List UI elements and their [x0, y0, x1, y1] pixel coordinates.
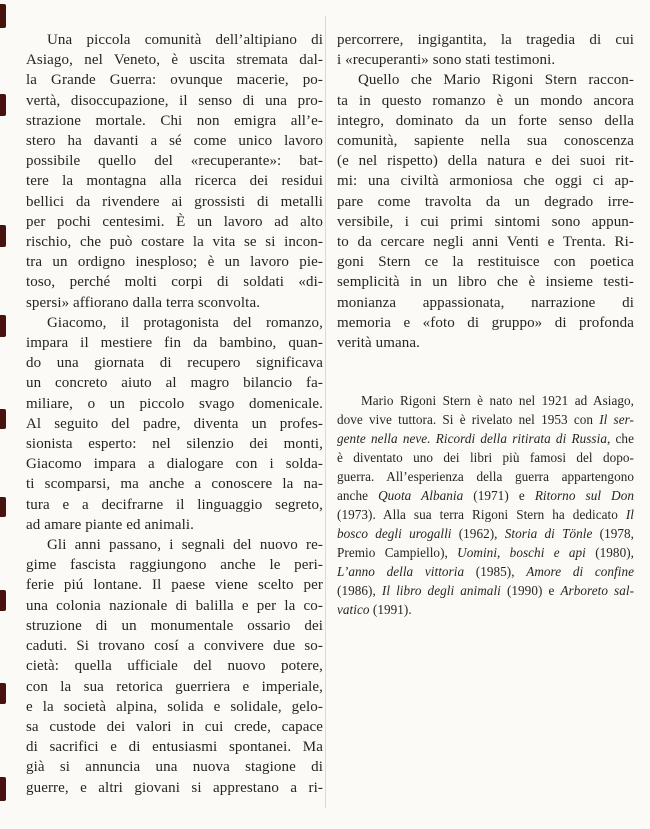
- text-line: (1986), Il libro degli animali (1990) e Arboreto sal-: [337, 582, 635, 598]
- text-line: per pochi centesimi. È un lavoro ad alto: [26, 213, 323, 230]
- text-line: una colonia nazionale di balilla e per la co-: [26, 597, 323, 614]
- text-line: impara il mestiere fin da bambino, quan-: [26, 335, 323, 352]
- text-line: possibile quello del «recuperante»: bat-: [26, 153, 323, 170]
- text-line: pare come travolta da un degrado irre-: [337, 193, 634, 210]
- text-line: ferie piú lontane. Il paese viene scelto per: [26, 577, 323, 594]
- text-line: monianza appassionata, narrazione di: [337, 294, 634, 311]
- text-line: mi: una civiltà armoniosa che oggi ci ap-: [337, 173, 634, 190]
- text-line: spersi» affiorano dalla terra sconvolta.: [26, 294, 261, 311]
- text-line: toso, perché molti corpi di soldati «di-: [26, 274, 323, 291]
- text-line: la Grande Guerra: ovunque macerie, po-: [26, 72, 323, 89]
- text-line: è diventato uno dei libri più famosi del dopo-: [337, 450, 634, 466]
- text-line: bosco degli urogalli (1962), Storia di Tönle (1978,: [337, 525, 634, 541]
- text-line: goni Stern ce la restituisce con poetica: [337, 254, 634, 271]
- scan-edge-mark: [0, 683, 6, 704]
- text-line: già si annuncia una nuova stagione di: [26, 759, 323, 776]
- text-line: Gli anni passano, i segnali del nuovo re-: [47, 537, 323, 554]
- text-line: gime fascista raggiungono anche le peri-: [26, 557, 323, 574]
- scan-edge-mark: [0, 315, 6, 337]
- text-line: tere la montagna alla ricerca dei residui: [26, 173, 323, 190]
- text-line: i «recuperanti» sono stati testimoni.: [337, 52, 556, 69]
- text-line: caduti. Si trovano cosí a convivere due so-: [26, 638, 323, 655]
- text-line: guerra. All’esperienza della guerra appartengono: [337, 469, 634, 485]
- text-line: tura e a decifrarne il linguaggio segreto,: [26, 496, 323, 513]
- text-line: memoria e «foto di gruppo» di profonda: [337, 314, 634, 331]
- text-line: ta in questo romanzo è un mondo ancora: [337, 92, 634, 109]
- text-line: integro, dominato da un forte senso della: [337, 112, 634, 129]
- text-line: miliare, o un piccolo svago domenicale.: [26, 395, 323, 412]
- scan-edge-mark: [0, 590, 6, 611]
- text-line: anche Quota Albania (1971) e Ritorno sul Don: [337, 488, 634, 504]
- text-line: Giacomo impara a dialogare con i solda-: [26, 456, 323, 473]
- scan-edge-mark: [0, 777, 6, 801]
- synopsis-text: [337, 30, 634, 353]
- text-line: rischio, che può costare la vita se si incon-: [26, 234, 323, 251]
- text-line: percorrere, ingigantita, la tragedia di cui: [337, 32, 634, 48]
- text-columns: [26, 30, 634, 798]
- text-line: tra un ordigno inesploso; è un lavoro pie-: [26, 254, 323, 271]
- text-line: di sacrifici e di entusiasmi spontanei. Ma: [26, 739, 323, 756]
- text-line: ti scomparsi, ma anche a conoscere la na-: [26, 476, 323, 493]
- text-line: un concreto aiuto al magro bilancio fa-: [26, 375, 323, 392]
- text-line: con la sua retorica guerriera e imperiale,: [26, 678, 323, 695]
- text-line: strazione mortale. Chi non emigra all’e-: [26, 112, 323, 129]
- text-line: ad amare piante ed animali.: [26, 516, 195, 533]
- text-line: Premio Campiello), Uomini, boschi e api (1980),: [337, 544, 635, 560]
- text-line: dove vive tuttora. Si è rivelato nel 1953 con Il ser-: [337, 412, 635, 428]
- text-line: (e nel rispetto) della natura e dei suoi rit-: [337, 153, 634, 170]
- text-line: (1973). Alla sua terra Rigoni Stern ha dedicato Il: [337, 506, 634, 522]
- text-line: Una piccola comunità dell’altipiano di: [47, 32, 323, 48]
- text-line: stero ha davanti a sé come unico lavoro: [26, 133, 323, 150]
- text-line: sionista esperto: nel silenzio dei monti,: [26, 436, 323, 453]
- text-line: bellici da rivendere ai grossisti di metalli: [26, 193, 323, 210]
- right-text-column: [337, 30, 634, 798]
- text-line: vatico (1991).: [337, 601, 412, 617]
- text-line: comunità, sapiente nella sua conoscenza: [337, 133, 634, 150]
- text-line: Al seguito del padre, diventa un profes-: [26, 415, 323, 432]
- scan-edge-mark: [0, 94, 6, 116]
- text-line: verità umana.: [337, 335, 420, 352]
- text-line: versibile, i cui primi sintomi sono appun-: [337, 213, 634, 230]
- text-line: sa custode dei valori in cui crede, capace: [26, 718, 323, 735]
- scan-edge-mark: [0, 409, 6, 429]
- text-line: do una giornata di recupero significava: [26, 355, 323, 372]
- text-line: guerre, e altri giovani si apprestano a ri-: [26, 779, 323, 796]
- scan-edge-mark: [0, 497, 6, 517]
- left-text-column: [26, 30, 323, 798]
- text-line: Mario Rigoni Stern è nato nel 1921 ad Asiago,: [361, 393, 634, 409]
- scan-edge-mark: [0, 225, 6, 247]
- text-line: vertà, disoccupazione, il senso di una pro-: [26, 92, 323, 109]
- scan-edge-mark: [0, 4, 6, 28]
- text-line: cietà: quella ufficiale del nuovo potere,: [26, 658, 323, 675]
- text-line: gente nella neve. Ricordi della ritirata di Russia, che: [337, 431, 634, 447]
- text-line: Asiago, nel Veneto, è uscita stremata dal-: [26, 52, 323, 69]
- author-bio-text: [337, 392, 634, 619]
- text-line: L’anno della vittoria (1985), Amore di confine: [337, 563, 635, 579]
- text-line: struzione di un monumentale ossario dei: [26, 617, 323, 634]
- text-line: to da cercare negli anni Venti e Trenta. Ri-: [337, 234, 634, 251]
- text-line: e la società alpina, solida e solidale, gelo-: [26, 698, 323, 715]
- text-line: Giacomo, il protagonista del romanzo,: [47, 314, 323, 331]
- text-line: Quello che Mario Rigoni Stern raccon-: [358, 72, 634, 89]
- text-line: semplicità in un libro che è insieme testi-: [337, 274, 634, 291]
